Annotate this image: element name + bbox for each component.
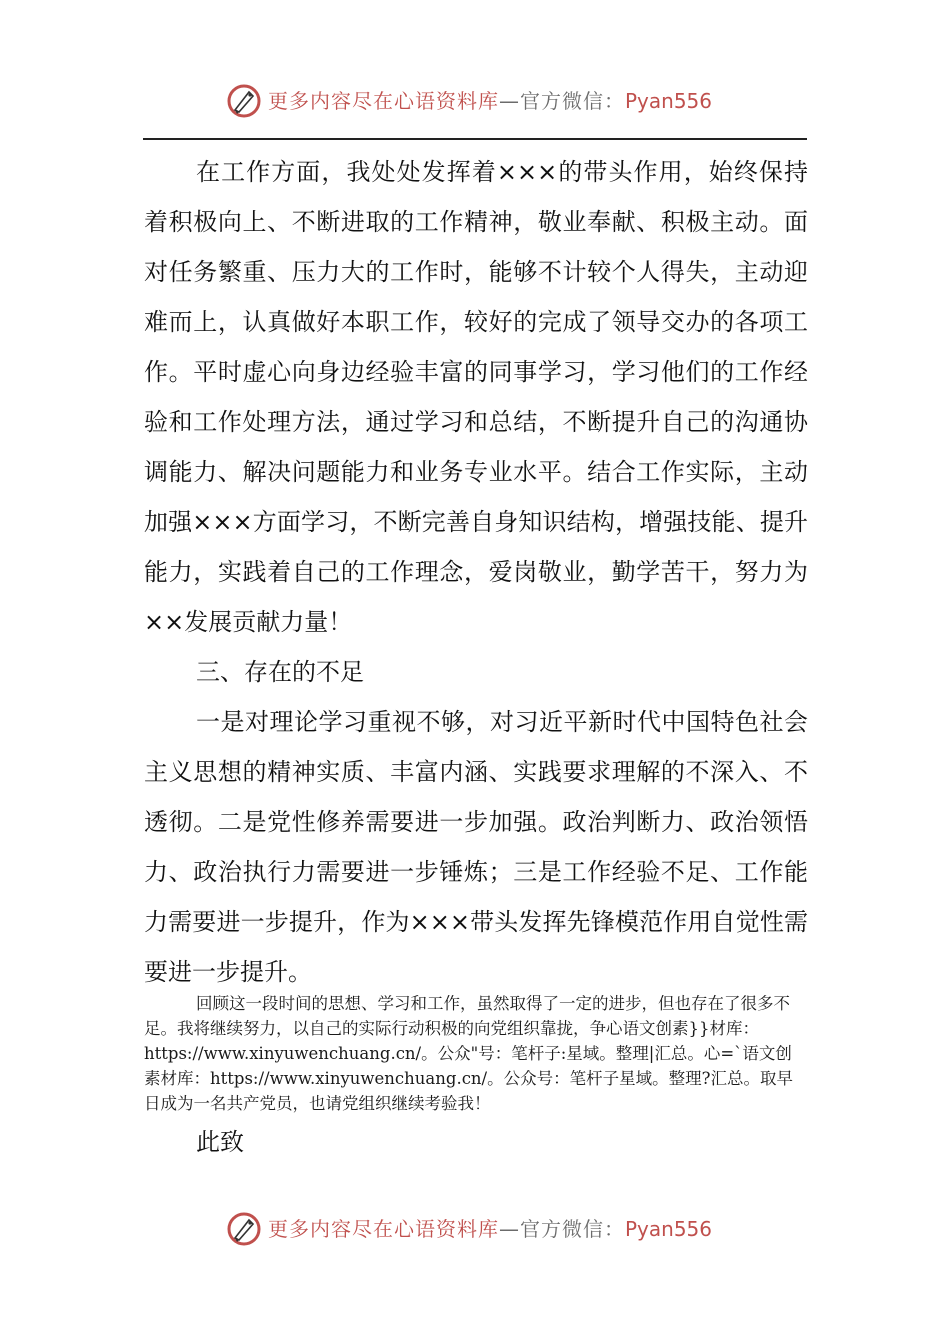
- header-banner-text: [268, 88, 712, 114]
- shortcomings-paragraph: 一是对理论学习重视不够，对习近平新时代中国特色社会主义思想的精神实质、丰富内涵、实践要求理解的不深入、不透彻。二是党性修养需要进一步加强。政治判断力、政治领悟力、政治执行力需要进一步锤炼；三是工作经验不足、工作能力需要进一步提升，作为×××带头发挥先锋模范作用自觉性需要进一步提升。: [144, 708, 808, 986]
- header-divider: [143, 138, 807, 140]
- review-paragraph: 回顾这一段时间的思想、学习和工作，虽然取得了一定的进步，但也存在了很多不足。我将继续努力，以自己的实际行动积极的向党组织靠拢，争心语文创素}}材库：https://www.xinyuwenchuang.cn/。公众"号：笔杆子:星域。整理|汇总。心=`语文创素材库：https://www.xinyuwenchuang.cn/。公众号：笔杆子星域。整理?汇总。取早日成为一名共产党员，也请党组织继续考验我！: [144, 994, 793, 1113]
- work-paragraph: 在工作方面，我处处发挥着×××的带头作用，始终保持着积极向上、不断进取的工作精神，敬业奉献、积极主动。面对任务繁重、压力大的工作时，能够不计较个人得失，主动迎难而上，认真做好本职工作，较好的完成了领导交办的各项工作。平时虚心向身边经验丰富的同事学习，学习他们的工作经验和工作处理方法，通过学习和总结，不断提升自己的沟通协调能力、解决问题能力和业务专业水平。结合工作实际，主动加强×××方面学习，不断完善自身知识结构，增强技能、提升能力，实践着自己的工作理念，爱岗敬业，勤学苦干，努力为××发展贡献力量！: [144, 158, 808, 636]
- footer-dash: —: [499, 1217, 520, 1241]
- closing-salutation: 此致: [196, 1128, 244, 1156]
- pen-nib-logo-icon: [226, 1211, 262, 1247]
- footer-banner-text: [268, 1216, 712, 1242]
- header-banner: [0, 78, 950, 128]
- footer-wechat-id: Pyan556: [625, 1217, 713, 1241]
- section-heading: 三、存在的不足: [196, 658, 364, 686]
- header-brand: 更多内容尽在心语资料库: [268, 89, 499, 113]
- pen-nib-logo-icon: [226, 83, 262, 119]
- header-label: 官方微信：: [520, 89, 625, 113]
- footer-label: 官方微信：: [520, 1217, 625, 1241]
- document-body: [144, 147, 808, 997]
- header-wechat-id: Pyan556: [625, 89, 713, 113]
- header-dash: —: [499, 89, 520, 113]
- footer-brand: 更多内容尽在心语资料库: [268, 1217, 499, 1241]
- footer-banner: [0, 1206, 950, 1256]
